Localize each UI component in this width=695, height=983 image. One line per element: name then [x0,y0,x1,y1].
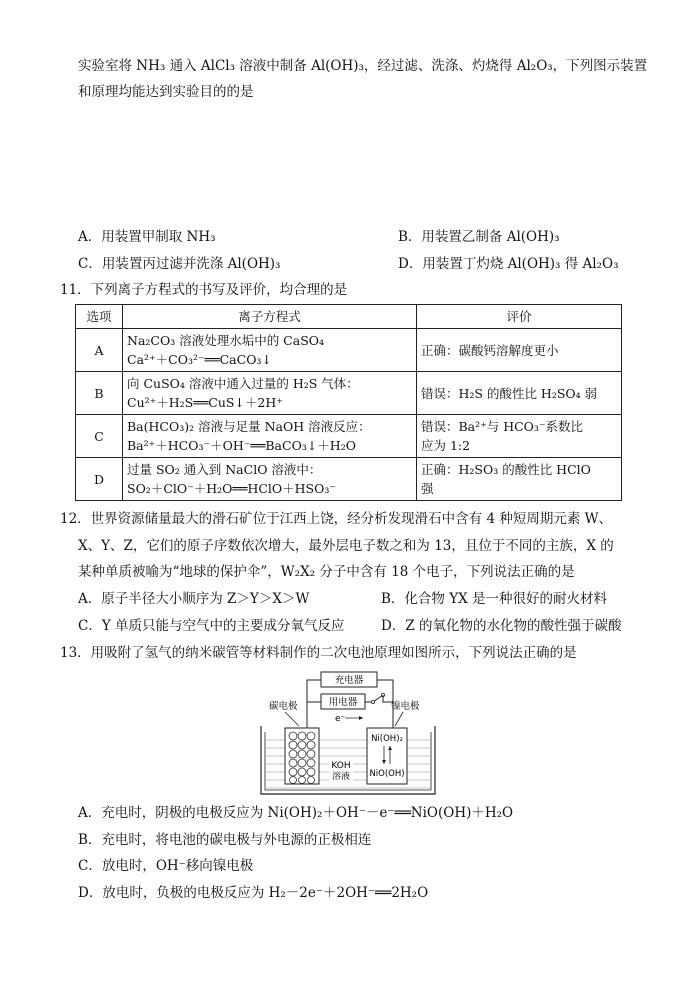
q13-option-c[interactable]: C．放电时，OH⁻移向镍电极 [78,858,254,874]
q13-option-d[interactable]: D．放电时，负极的电极反应为 H₂－2e⁻＋2OH⁻══2H₂O [78,885,429,901]
q10-option-d[interactable]: D．用装置丁灼烧 Al(OH)₃ 得 Al₂O₃ [398,256,619,272]
equation-line: Na₂CO₃ 溶液处理水垢中的 CaSO₄ [127,333,325,348]
header-evaluation: 评价 [417,305,622,329]
koh-solution-label: 溶液 [331,772,351,782]
q13-option-b[interactable]: B．充电时，将电池的碳电极与外电源的正极相连 [78,832,372,848]
table-row [76,415,622,458]
row-equation [123,372,417,415]
q10-stem-line1: 实验室将 NH₃ 通入 AlCl₃ 溶液中制备 Al(OH)₃，经过滤、洗涤、灼烧得 Al₂O₃，下列图示装置 [78,58,648,74]
battery-diagram [255,668,441,798]
nickel-electrode-label: 镍电极 [391,701,420,712]
q10-option-a[interactable]: A．用装置甲制取 NH₃ [78,229,216,245]
row-key: D [76,458,123,501]
evaluation-line: 应为 1:2 [421,438,471,453]
q12-stem-line2: X、Y、Z，它们的原子序数依次增大，最外层电子数之和为 13，且位于不同的主族，X 的 [78,538,614,554]
row-key: A [76,329,123,372]
row-equation [123,415,417,458]
table-row [76,458,622,501]
evaluation-line: 正确：H₂SO₃ 的酸性比 HClO [421,462,591,477]
equation-line: Ba(HCO₃)₂ 溶液与足量 NaOH 溶液反应： [127,419,371,434]
row-equation [123,329,417,372]
row-equation [123,458,417,501]
row-key: C [76,415,123,458]
equation-line: 过量 SO₂ 通入到 NaClO 溶液中： [127,462,322,477]
q12-stem-line3: 某种单质被喻为“地球的保护伞”，W₂X₂ 分子中含有 18 个电子，下列说法正确的是 [78,564,575,580]
equation-line: Cu²⁺＋H₂S══CuS↓＋2H⁺ [127,395,283,410]
q10-option-c[interactable]: C．用装置丙过滤并洗涤 Al(OH)₃ [78,256,281,272]
header-equation: 离子方程式 [123,305,417,329]
row-evaluation [417,372,622,415]
charger-label: 充电器 [334,675,364,686]
evaluation-line: 错误：Ba²⁺与 HCO₃⁻系数比 [421,419,584,434]
equation-line: Ca²⁺＋CO₃²⁻══CaCO₃↓ [127,352,272,367]
row-evaluation [417,415,622,458]
carbon-leader-line [285,712,299,726]
switch-pivot-icon [371,700,374,703]
row-key: B [76,372,123,415]
carbon-electrode-label: 碳电极 [269,701,298,712]
table-row [76,329,622,372]
table-row [76,372,622,415]
q10-option-b[interactable]: B．用装置乙制备 Al(OH)₃ [398,229,560,245]
q12-stem-line1: 12．世界资源储量最大的滑石矿位于江西上饶，经分析发现滑石中含有 4 种短周期元素 W、 [60,511,613,527]
q12-option-d[interactable]: D．Z 的氧化物的水化物的酸性强于碳酸 [381,618,622,634]
row-evaluation [417,329,622,372]
row-evaluation [417,458,622,501]
q12-option-b[interactable]: B．化合物 YX 是一种很好的耐火材料 [381,591,608,607]
appliance-label: 用电器 [328,697,358,708]
q11-stem: 11．下列离子方程式的书写及评价，均合理的是 [60,282,348,298]
evaluation-line: 正确：碳酸钙溶解度更小 [421,342,559,358]
nio-oh-label: NiO(OH) [369,769,405,779]
q12-option-c[interactable]: C．Y 单质只能与空气中的主要成分氧气反应 [78,618,345,634]
equation-line: 向 CuSO₄ 溶液中通入过量的 H₂S 气体： [127,376,359,391]
koh-label: KOH [331,761,351,771]
table-header-row [76,305,622,329]
q13-stem: 13．用吸附了氢气的纳米碳管等材料制作的二次电池原理如图所示，下列说法正确的是 [60,645,577,661]
q11-table [75,304,622,501]
electron-arrowhead-icon [359,716,363,720]
q13-option-a[interactable]: A．充电时，阴极的电极反应为 Ni(OH)₂＋OH⁻－e⁻══NiO(OH)＋H₂O [78,805,514,821]
header-option: 选项 [76,305,123,329]
carbon-nanotube-icon [289,732,315,784]
equation-line: SO₂＋ClO⁻＋H₂O══HClO＋HSO₃⁻ [127,481,336,496]
electron-label: e⁻ [335,714,346,724]
ni-oh2-label: Ni(OH)₂ [371,734,403,744]
evaluation-line: 错误：H₂S 的酸性比 H₂SO₄ 弱 [421,385,598,401]
nickel-leader-line [395,712,403,726]
q12-option-a[interactable]: A．原子半径大小顺序为 Z＞Y＞X＞W [78,591,310,607]
evaluation-line: 强 [421,481,434,496]
q10-stem-line2: 和原理均能达到实验目的的是 [78,84,254,100]
equation-line: Ba²⁺＋HCO₃⁻＋OH⁻══BaCO₃↓＋H₂O [127,438,356,453]
